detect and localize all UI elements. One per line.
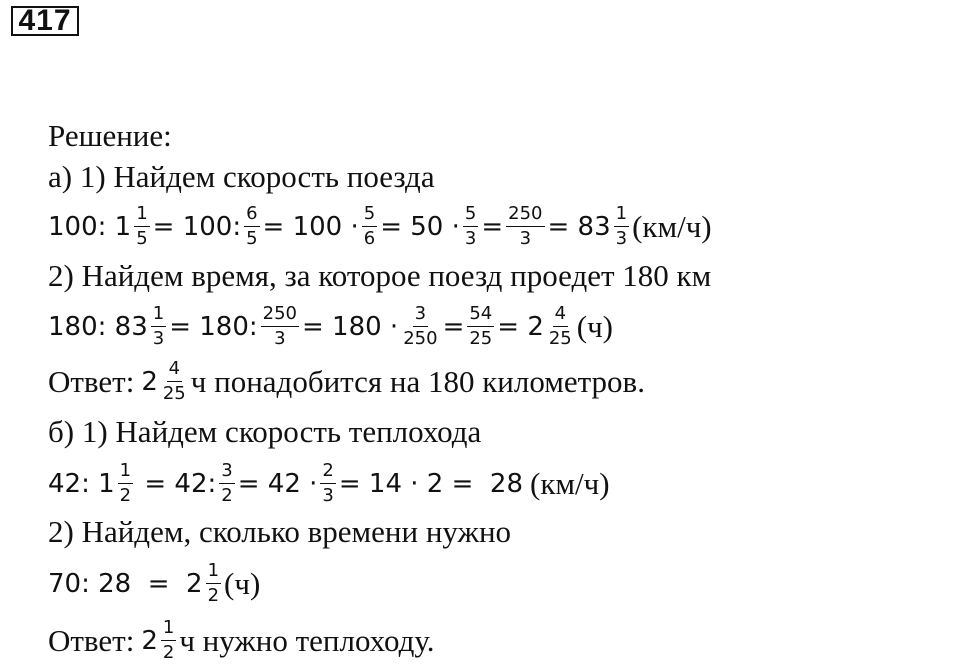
part-b-step1-text: б) 1) Найдем скорость теплохода xyxy=(48,414,482,449)
numerator: 2 xyxy=(320,461,335,484)
fraction xyxy=(261,304,299,349)
denominator: 250 xyxy=(403,328,438,349)
fraction xyxy=(506,204,544,249)
part-b-step2-text: 2) Найдем, сколько времени нужно xyxy=(48,514,512,549)
unit-label: (ч) xyxy=(224,565,261,601)
unit-label: (ч) xyxy=(576,308,614,344)
fraction xyxy=(219,461,234,506)
answer-prefix: Ответ: xyxy=(48,622,135,658)
fraction xyxy=(151,304,166,349)
expr-text: = 50 · xyxy=(380,211,460,242)
part-a-step2-text: 2) Найдем время, за которое поезд проедет 180 км xyxy=(48,258,712,293)
heading-text: Решение: xyxy=(48,118,172,153)
fraction xyxy=(244,204,259,249)
numerator: 250 xyxy=(261,304,299,327)
fraction xyxy=(614,204,629,249)
part-a-step2-title xyxy=(48,256,711,296)
part-a-step1-text: а) 1) Найдем скорость поезда xyxy=(48,159,435,194)
part-a-answer xyxy=(48,359,645,404)
expr-text: = 100: xyxy=(152,211,242,242)
part-b-calc2 xyxy=(48,561,260,606)
numerator: 250 xyxy=(506,204,544,227)
part-b-calc1 xyxy=(48,461,610,506)
part-a-calc2 xyxy=(48,304,613,349)
answer-whole: 2 xyxy=(141,366,158,397)
fraction xyxy=(161,618,176,663)
numerator: 1 xyxy=(614,204,629,227)
numerator: 54 xyxy=(467,304,494,327)
part-b-answer xyxy=(48,618,435,663)
fraction xyxy=(467,304,494,349)
denominator: 2 xyxy=(207,585,220,606)
denominator: 3 xyxy=(322,485,334,506)
expr-text: = 83 xyxy=(547,211,611,242)
fraction xyxy=(206,561,221,606)
denominator: 25 xyxy=(548,328,572,349)
expr-text: = 180 · xyxy=(301,311,399,342)
unit-label: (км/ч) xyxy=(632,208,712,244)
fraction xyxy=(547,304,574,349)
denominator: 2 xyxy=(221,485,233,506)
part-a-step1-title xyxy=(48,157,435,197)
denominator: 3 xyxy=(615,228,628,249)
expr-text: = 14 · 2 = 28 xyxy=(338,468,523,499)
fraction xyxy=(362,204,377,249)
answer-whole: 2 xyxy=(141,625,158,656)
expr-text: = 2 xyxy=(497,311,544,342)
numerator: 1 xyxy=(118,461,133,484)
expr-text: = 100 · xyxy=(262,211,359,242)
denominator: 5 xyxy=(136,228,148,249)
fraction xyxy=(320,461,335,506)
numerator: 4 xyxy=(553,304,568,327)
denominator: 25 xyxy=(469,328,493,349)
denominator: 6 xyxy=(363,228,376,249)
expr-text: 180: 83 xyxy=(48,311,148,342)
answer-prefix: Ответ: xyxy=(48,363,135,399)
solution-heading xyxy=(48,116,172,156)
numerator: 1 xyxy=(151,304,166,327)
numerator: 1 xyxy=(206,561,221,584)
denominator: 25 xyxy=(162,383,186,404)
denominator: 2 xyxy=(119,485,132,506)
answer-suffix: ч понадобится на 180 километров. xyxy=(190,363,645,399)
denominator: 3 xyxy=(464,228,477,249)
fraction xyxy=(401,304,439,349)
expr-text: 70: 28 = 2 xyxy=(48,568,203,599)
numerator: 1 xyxy=(134,204,149,227)
numerator: 3 xyxy=(413,304,428,327)
problem-number-box: 417 xyxy=(11,6,79,36)
expr-text: = xyxy=(442,311,465,342)
fraction xyxy=(463,204,478,249)
unit-label: (км/ч) xyxy=(530,465,610,501)
fraction xyxy=(118,461,133,506)
answer-suffix: ч нужно теплоходу. xyxy=(179,622,435,658)
denominator: 5 xyxy=(246,228,258,249)
expr-text: 42: 1 xyxy=(48,468,115,499)
part-b-step1-title xyxy=(48,412,481,452)
numerator: 5 xyxy=(463,204,478,227)
numerator: 5 xyxy=(362,204,377,227)
denominator: 2 xyxy=(162,642,175,663)
expr-text: = xyxy=(481,211,504,242)
part-b-step2-title xyxy=(48,512,511,552)
expr-text: = 180: xyxy=(169,311,258,342)
denominator: 3 xyxy=(152,328,165,349)
expr-text: 100: 1 xyxy=(48,211,132,242)
expr-text: = 42 · xyxy=(237,468,318,499)
fraction xyxy=(134,204,149,249)
denominator: 3 xyxy=(519,228,532,249)
expr-text: = 42: xyxy=(136,468,217,499)
numerator: 3 xyxy=(219,461,234,484)
numerator: 4 xyxy=(167,359,182,382)
numerator: 6 xyxy=(244,204,259,227)
denominator: 3 xyxy=(274,328,286,349)
part-a-calc1 xyxy=(48,204,712,249)
fraction xyxy=(161,359,188,404)
numerator: 1 xyxy=(161,618,176,641)
